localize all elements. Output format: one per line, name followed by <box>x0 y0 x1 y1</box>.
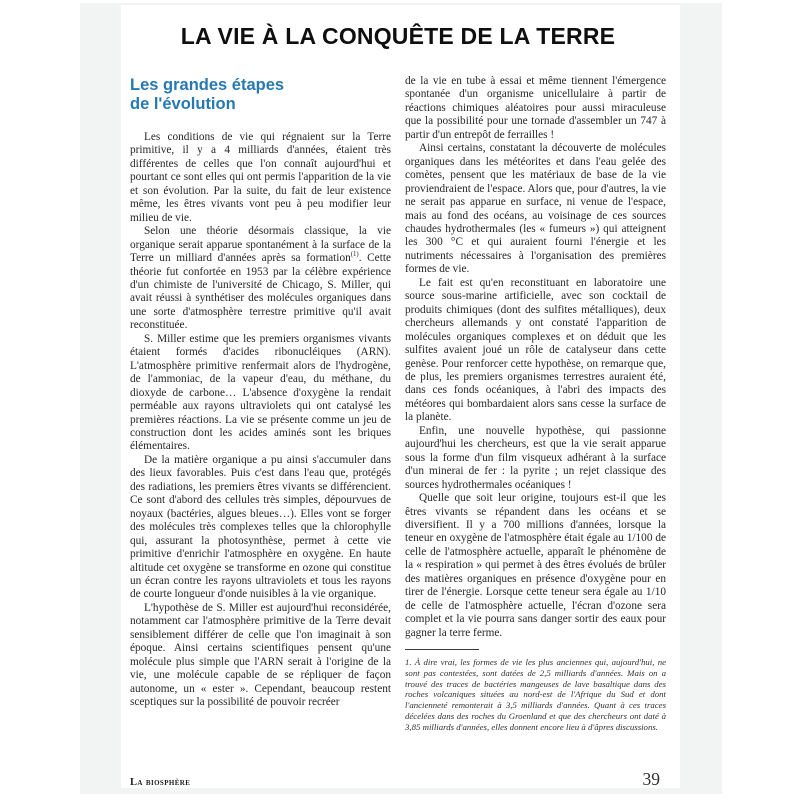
paragraph: Quelle que soit leur origine, toujours est-il que les êtres vivants se répandent dans les océans et se diversifient. Il y a 700 millions d'années, lorsque la teneur en oxygène de l'atmosphère était égale au 1/100 de celle de l'atmosphère actuelle, apparaît le phénomène de la « respiration » qui permet à des êtres évolués de brûler des matières organiques en présence d'oxygène pour en tirer de l'énergie. Lorsque cette teneur sera égale au 1/10 de celle de l'atmosphère actuelle, l'écran d'ozone sera complet et la vie pourra sans danger sortir des eaux pour gagner la terre ferme. <box>405 492 666 639</box>
paragraph <box>130 225 391 333</box>
page-sheet <box>121 5 680 788</box>
paragraph: De la matière organique a pu ainsi s'accumuler dans des lieux favorables. Puis c'est dans l'eau que, protégés des radiations, les premiers êtres vivants se différencient. Ce sont d'abord des cellules très simples, dépourvues de noyaux (bactéries, algues bleues…). Elles vont se forger des molécules très complexes telles que la chlorophylle qui, assurant la photosynthèse, permet à cette vie primitive d'enrichir l'atmosphère en oxygène. En haute altitude cet oxygène se transforme en ozone qui constitue un écran contre les rayons ultraviolets et tous les rayons de courte longueur d'onde nuisibles à la vie organique. <box>130 453 391 601</box>
footnote-marker: (1) <box>350 251 359 259</box>
paragraph: L'hypothèse de S. Miller est aujourd'hui reconsidérée, notamment car l'atmosphère primitive de la Terre devait sensiblement différer de celle que l'on imaginait à son époque. Ainsi certains scientifiques pensent qu'une molécule plus simple que l'ARN serait à l'origine de la vie, une molécule capable de se répliquer de façon autonome, un « ester ». Cependant, beaucoup restent sceptiques sur la possibilité de pouvoir recréer <box>130 601 391 709</box>
paragraph-text: Selon une théorie désormais classique, la vie organique serait apparue spontanément à la surface de la Terre un milliard d'années après sa formation <box>130 225 391 265</box>
paragraph: Les conditions de vie qui régnaient sur la Terre primitive, il y a 4 milliards d'années, étaient très différentes de celles que l'on connaît aujourd'hui et pourtant ce sont elles qui ont permis l'apparition de la vie et son évolution. Par la suite, du fait de leur existence même, les êtres vivants vont peu à peu modifier leur milieu de vie. <box>130 131 391 224</box>
left-column <box>130 75 391 733</box>
page-number: 39 <box>642 769 660 789</box>
page-footer <box>130 769 660 790</box>
paragraph: Le fait est qu'en reconstituant en laboratoire une source sous-marine artificielle, avec son cocktail de produits chimiques (dont des sulfites métalliques), deux chercheurs allemands y ont constaté l'apparition de molécules organiques complexes et on déduit que les sulfites avaient joué un rôle de catalyseur dans cette genèse. Pour renforcer cette hypothèse, on remarque que, de plus, les premiers organismes terrestres auraient été, dans ces fonds océaniques, à l'abri des impacts des météores qui bombardaient alors sans cesse la surface de la planète. <box>405 276 666 424</box>
footer-chapter-label: La biosphère <box>130 777 191 788</box>
scanned-page <box>80 3 722 794</box>
page-content <box>130 23 666 733</box>
section-heading-line2: de l'évolution <box>130 95 236 113</box>
paragraph: Ainsi certains, constatant la découverte de molécules organiques dans les météorites et dans l'eau gelée des comètes, pensent que les matériaux de base de la vie proviendraient de l'espace. Alors que, pour d'autres, la vie ne serait pas apparue en surface, ni venue de l'espace, mais au fond des océans, au voisinage de ces sources chaudes hydrothermales (les « fumeurs ») qui atteignent les 300 °C et qui auraient fourni l'énergie et les nutriments nécessaires à l'organisation des premières formes de vie. <box>405 142 666 276</box>
right-column <box>405 75 666 733</box>
footnote-separator <box>405 649 479 650</box>
paragraph-text: . Cette théorie fut confortée en 1953 par la célèbre expérience d'un chimiste de l'université de Chicago, S. Miller, qui avait réussi à synthétiser des molécules organiques dans une sorte d'atmosphère terrestre primitive qu'il avait reconstituée. <box>130 252 391 332</box>
paragraph: S. Miller estime que les premiers organismes vivants étaient formés d'acides ribonucléiques (ARN). L'atmosphère primitive renfermait alors de l'hydrogène, de l'ammoniac, de la vapeur d'eau, du méthane, du dioxyde de carbone… L'absence d'oxygène la rendait perméable aux rayons ultraviolets qui ont catalysé les premières réactions. La vie se présente comme un jeu de construction dont les acides aminés sont les briques élémentaires. <box>130 332 391 453</box>
paragraph: Enfin, une nouvelle hypothèse, qui passionne aujourd'hui les chercheurs, est que la vie serait apparue sous la forme d'un film visqueux adhérant à la surface d'un minerai de fer : la pyrite ; un rejet classique des sources hydrothermales océaniques ! <box>405 424 666 491</box>
section-heading <box>130 76 391 114</box>
footnote-text: 1. À dire vrai, les formes de vie les plus anciennes qui, aujourd'hui, ne sont pas contestées, sont datées de 2,5 milliards d'années. Mais on a trouvé des traces de bactéries mangeuses de lave basaltique dans des roches volcaniques situées au nord-est de l'Afrique du Sud et dont l'ancienneté remonterait à 3,5 milliards d'années. Quant à ces traces décelées dans des roches du Groenland et que des chercheurs ont daté à 3,85 milliards d'années, elles donnent encore lieu à d'âpres discussions. <box>405 657 666 732</box>
section-heading-line1: Les grandes étapes <box>130 76 285 94</box>
two-column-layout <box>130 75 666 733</box>
page-title: LA VIE À LA CONQUÊTE DE LA TERRE <box>180 23 616 49</box>
paragraph: de la vie en tube à essai et même tiennent l'émergence spontanée d'un organisme unicellulaire à partir de réactions chimiques aléatoires pour aussi miraculeuse que la possibilité pour une tornade d'assembler un 747 à partir d'un entrepôt de ferrailles ! <box>405 75 666 141</box>
